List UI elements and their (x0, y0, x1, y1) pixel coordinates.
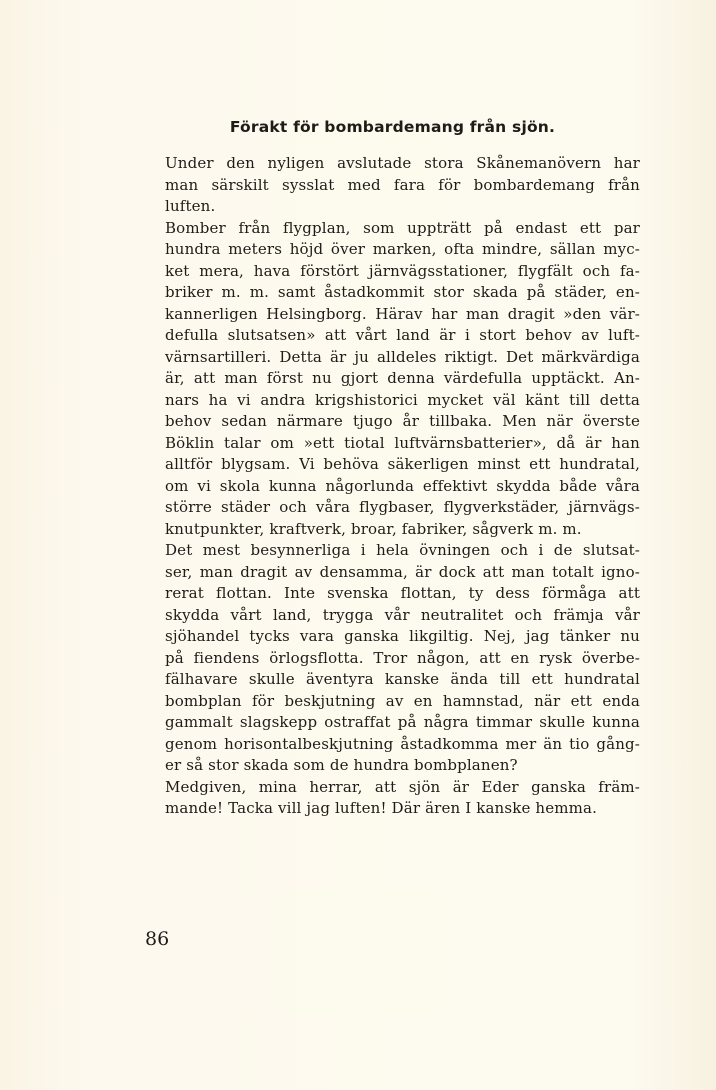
text-line: Bomber från flygplan, som uppträtt på endast ett par (165, 218, 640, 237)
text-line: sjöhandel tycks vara ganska likgiltig. Nej, jag tänker nu (165, 627, 640, 645)
text-line: er så stor skada som de hundra bombplanen? (165, 756, 518, 774)
text-line: briker m. m. samt åstadkommit stor skada på städer, en- (165, 283, 640, 301)
text-line: behov sedan närmare tjugo år tillbaka. Men när överste (165, 412, 640, 430)
page-number: 86 (145, 928, 170, 950)
text-line: mande! Tacka vill jag luften! Där ären I kanske hemma. (165, 799, 597, 817)
text-line: på fiendens örlogsflotta. Tror någon, att en rysk överbe- (165, 648, 640, 667)
text-line: man särskilt sysslat med fara för bombardemang från (165, 175, 640, 194)
text-line: luften. (165, 197, 216, 215)
text-line: Under den nyligen avslutade stora Skånemanövern har (165, 154, 640, 172)
article-body (145, 153, 640, 820)
text-line: Det mest besynnerliga i hela övningen och i de slutsat- (165, 541, 640, 559)
text-line: Böklin talar om »ett tiotal luftvärnsbatterier», då är han (165, 433, 640, 452)
paragraph (145, 153, 640, 218)
paragraph (145, 218, 640, 541)
text-line: fälhavare skulle äventyra kanske ända till ett hundratal (165, 670, 640, 688)
text-line: Medgiven, mina herrar, att sjön är Eder ganska främ- (165, 777, 640, 796)
text-line: ser, man dragit av densamma, är dock att man totalt igno- (165, 562, 640, 581)
text-line: genom horisontalbeskjutning åstadkomma mer än tio gång- (165, 734, 640, 753)
text-line: om vi skola kunna någorlunda effektivt skydda både våra (165, 476, 640, 495)
text-line: gammalt slagskepp ostraffat på några timmar skulle kunna (165, 713, 640, 731)
text-line: alltför blygsam. Vi behöva säkerligen minst ett hundratal, (165, 455, 640, 473)
text-line: rerat flottan. Inte svenska flottan, ty dess förmåga att (165, 584, 640, 602)
text-line: större städer och våra flygbaser, flygverkstäder, järnvägs- (165, 498, 640, 516)
text-line: värnsartilleri. Detta är ju alldeles riktigt. Det märkvärdiga (165, 347, 640, 366)
text-line: hundra meters höjd över marken, ofta mindre, sällan myc- (165, 240, 640, 258)
text-line: kannerligen Helsingborg. Härav har man dragit »den vär- (165, 304, 640, 323)
text-line: skydda vårt land, trygga vår neutralitet och främja vår (165, 605, 640, 624)
text-line: nars ha vi andra krigshistorici mycket väl känt till detta (165, 390, 640, 409)
text-line: ket mera, hava förstört järnvägsstationer, flygfält och fa- (165, 261, 640, 280)
paragraph (145, 540, 640, 777)
text-line: är, att man först nu gjort denna värdefulla upptäckt. An- (165, 369, 640, 387)
text-line: bombplan för beskjutning av en hamnstad, när ett enda (165, 691, 640, 710)
article-title: Förakt för bombardemang från sjön. (229, 118, 556, 136)
text-line: defulla slutsatsen» att vårt land är i stort behov av luft- (165, 326, 640, 344)
paragraph (145, 777, 640, 820)
text-line: knutpunkter, kraftverk, broar, fabriker, sågverk m. m. (165, 519, 582, 538)
